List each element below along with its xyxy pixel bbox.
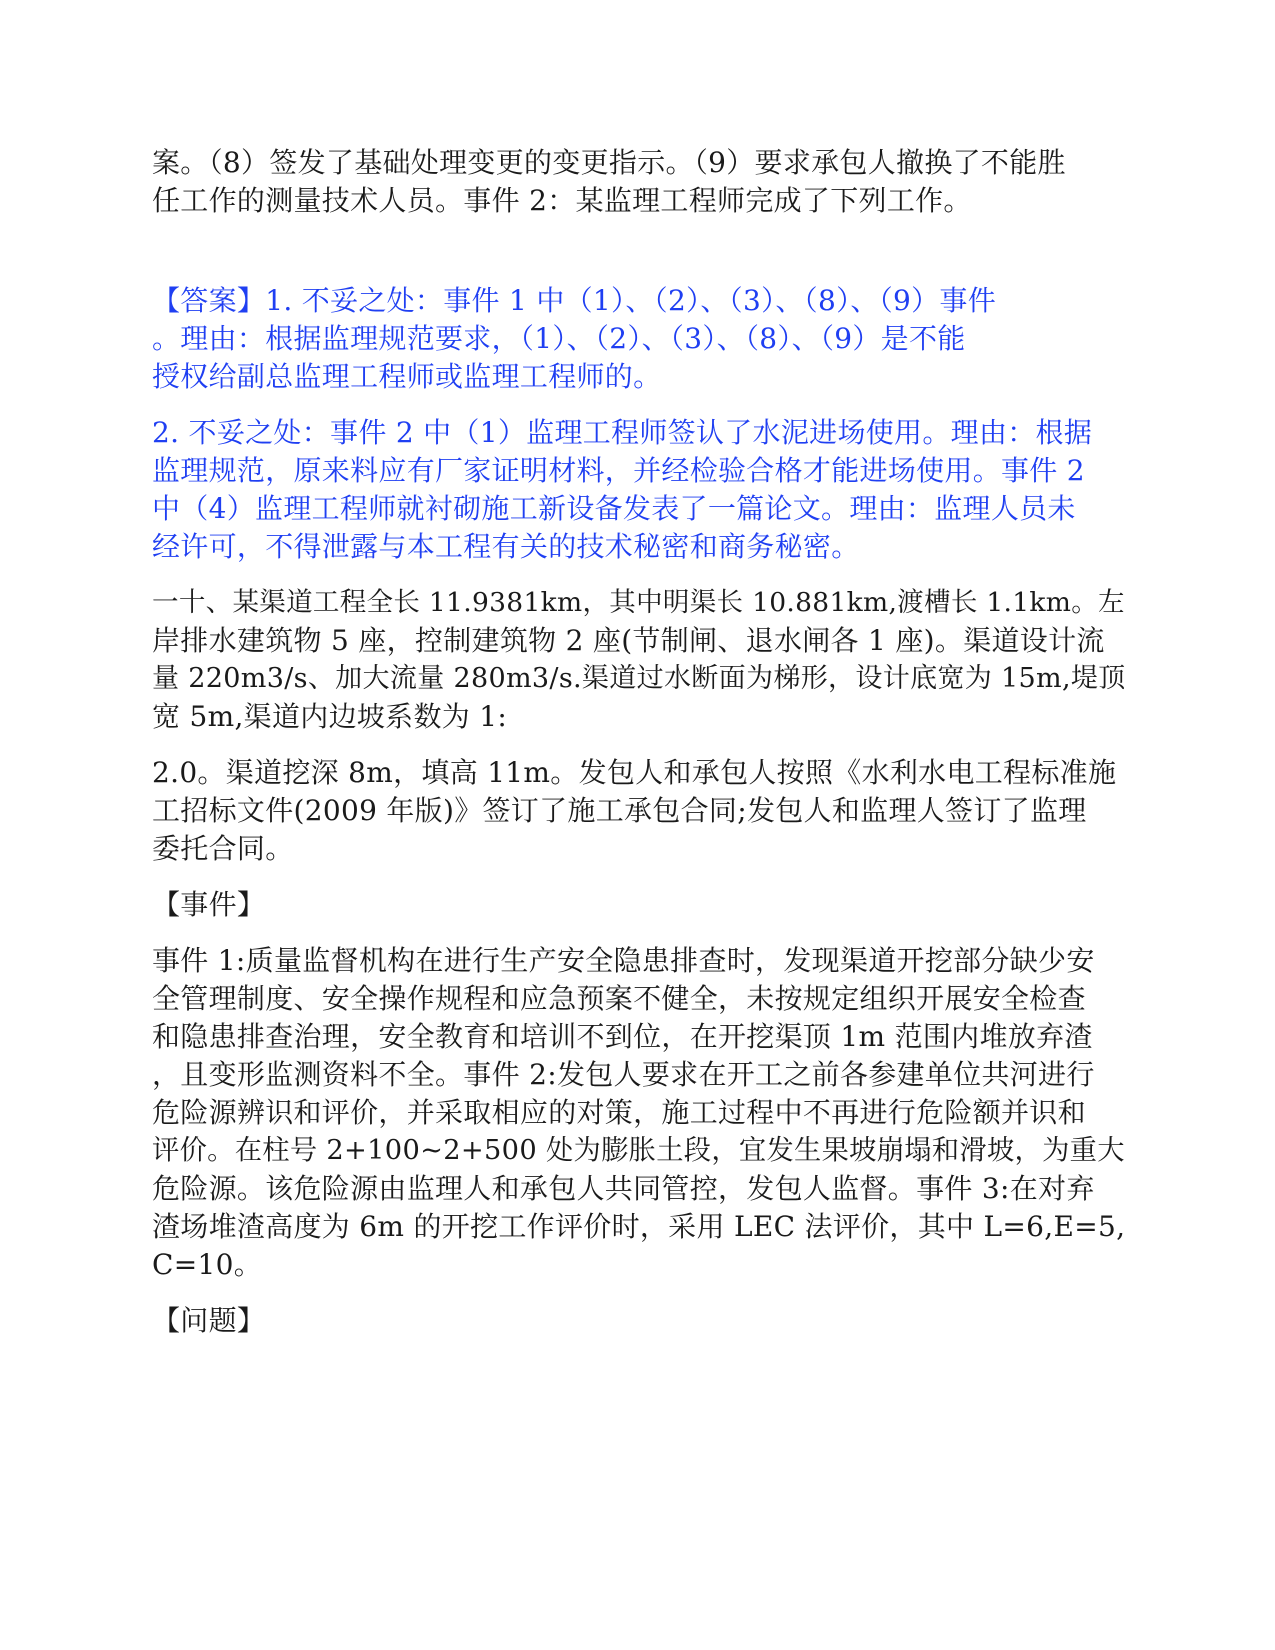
answer-line-6: 中（4）监理工程师就衬砌施工新设备发表了一篇论文。理由：监理人员未 <box>152 492 1076 525</box>
q10-line-3: 量 220m3/s、加大流量 280m3/s.渠道过水断面为梯形，设计底宽为 15m,堤顶 <box>152 663 1126 694</box>
q10-line-7: 委托合同。 <box>152 832 294 865</box>
q10-line-4: 宽 5m,渠道内边坡系数为 1: <box>152 700 508 733</box>
answer-line-5: 监理规范，原来料应有厂家证明材料，并经检验合格才能进场使用。事件 2 <box>152 454 1085 487</box>
q10-line-6: 工招标文件(2009 年版)》签订了施工承包合同;发包人和监理人签订了监理 <box>152 794 1087 827</box>
events-line-1: 事件 1:质量监督机构在进行生产安全隐患排查时，发现渠道开挖部分缺少安 <box>152 944 1095 977</box>
questions-heading: 【问题】 <box>152 1304 266 1337</box>
answer-line-4: 2. 不妥之处：事件 2 中（1）监理工程师签认了水泥进场使用。理由：根据 <box>152 416 1093 449</box>
answer-line-2: 。理由：根据监理规范要求，（1）、（2）、（3）、（8）、（9）是不能 <box>152 322 966 355</box>
events-line-9: C=10。 <box>152 1248 263 1281</box>
events-line-7: 危险源。该危险源由监理人和承包人共同管控，发包人监督。事件 3:在对弃 <box>152 1172 1095 1205</box>
events-line-4: ，且变形监测资料不全。事件 2:发包人要求在开工之前各参建单位共河进行 <box>152 1058 1095 1091</box>
intro-line-1: 案。（8）签发了基础处理变更的变更指示。（9）要求承包人撤换了不能胜 <box>152 146 1066 179</box>
events-line-3: 和隐患排查治理，安全教育和培训不到位，在开挖渠顶 1m 范围内堆放弃渣 <box>152 1020 1093 1053</box>
events-line-2: 全管理制度、安全操作规程和应急预案不健全，未按规定组织开展安全检查 <box>152 982 1086 1015</box>
events-heading: 【事件】 <box>152 888 266 921</box>
events-line-8: 渣场堆渣高度为 6m 的开挖工作评价时，采用 LEC 法评价，其中 L=6,E=5, <box>152 1210 1126 1243</box>
answer-line-1: 【答案】1. 不妥之处：事件 1 中（1）、（2）、（3）、（8）、（9）事件 <box>152 284 997 317</box>
answer-line-7: 经许可，不得泄露与本工程有关的技术秘密和商务秘密。 <box>152 530 860 563</box>
q10-line-2: 岸排水建筑物 5 座，控制建筑物 2 座(节制闸、退水闸各 1 座)。渠道设计流 <box>152 624 1105 657</box>
events-line-6: 评价。在柱号 2+100~2+500 处为膨胀土段，宜发生果坡崩塌和滑坡，为重大 <box>152 1135 1125 1166</box>
answer-line-3: 授权给副总监理工程师或监理工程师的。 <box>152 360 662 393</box>
events-line-5: 危险源辨识和评价，并采取相应的对策，施工过程中不再进行危险额并识和 <box>152 1096 1086 1129</box>
q10-line-5: 2.0。渠道挖深 8m，填高 11m。发包人和承包人按照《水利水电工程标准施 <box>152 756 1117 789</box>
intro-line-2: 任工作的测量技术人员。事件 2：某监理工程师完成了下列工作。 <box>152 184 972 217</box>
q10-line-1: 一十、某渠道工程全长 11.9381km，其中明渠长 10.881km,渡槽长 1.1km。左 <box>152 587 1125 618</box>
